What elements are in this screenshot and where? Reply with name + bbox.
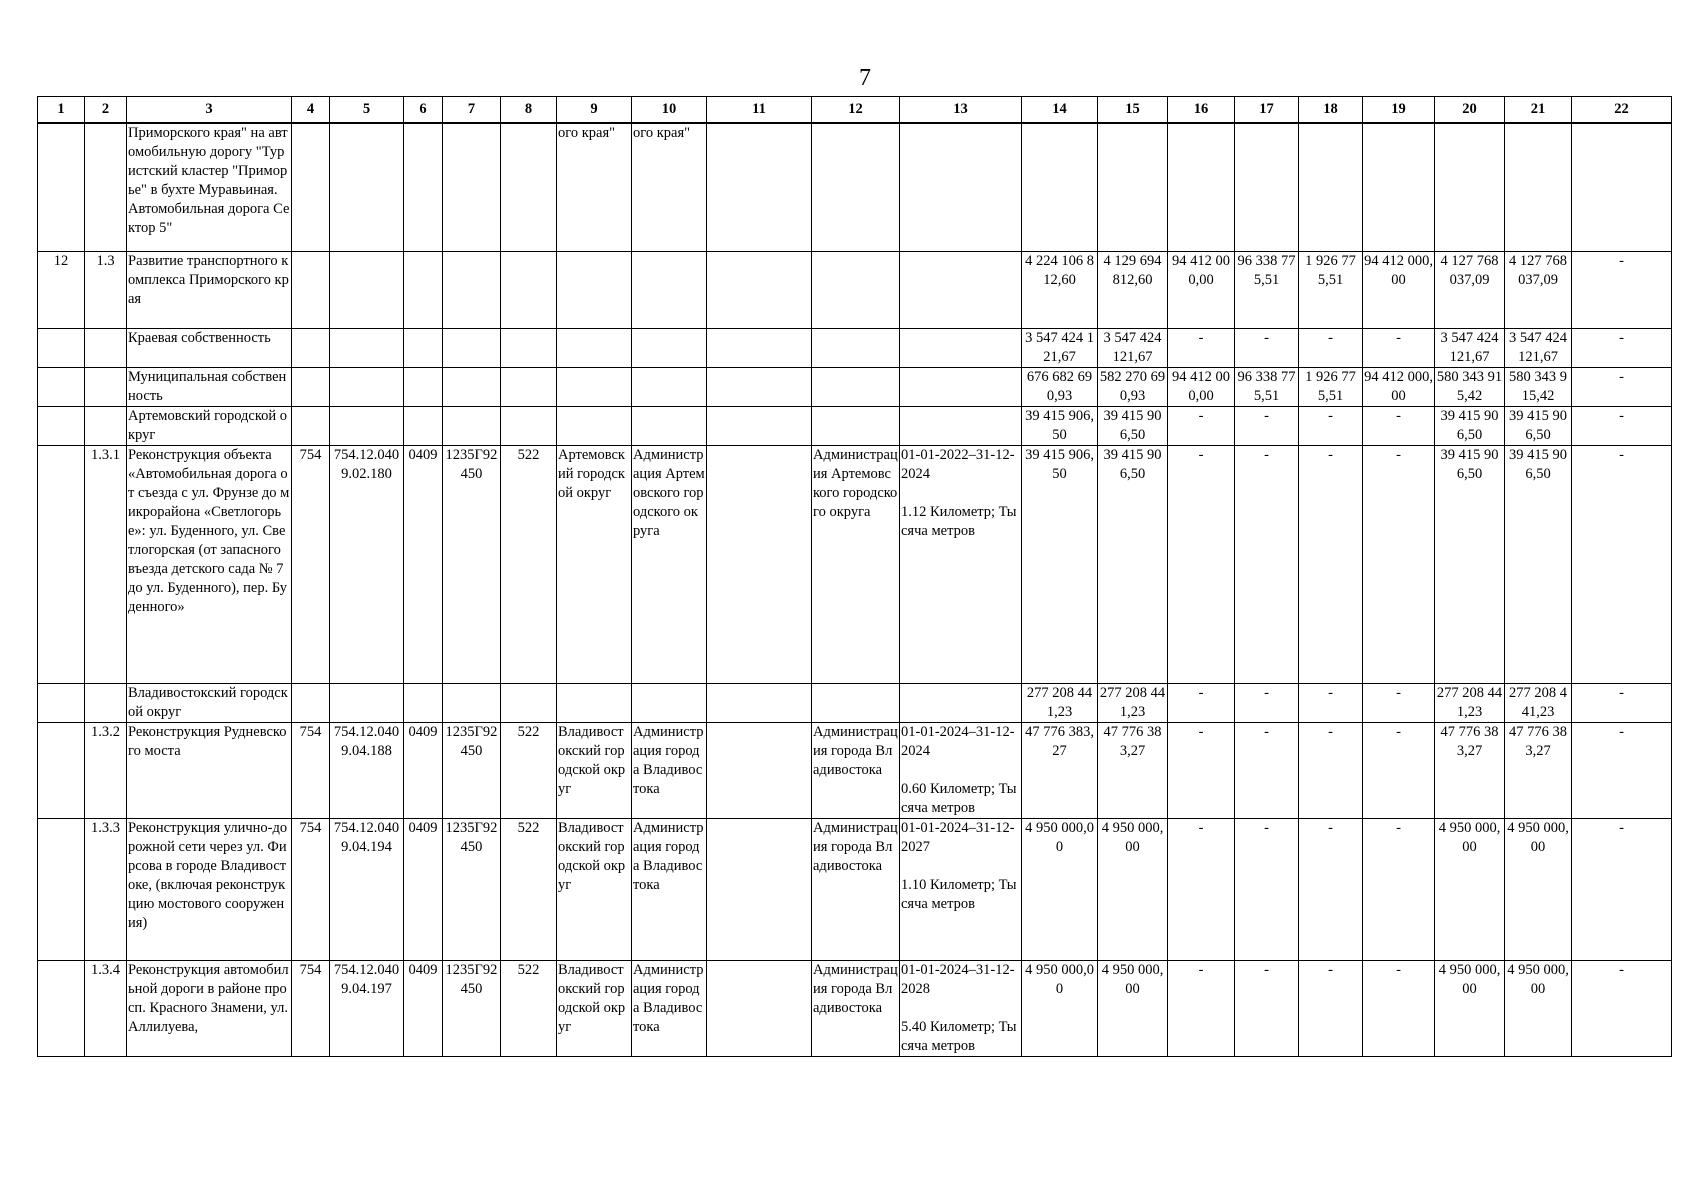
column-header-10: 10 bbox=[632, 97, 707, 124]
cell-col-10 bbox=[632, 683, 707, 722]
cell-col-5 bbox=[330, 328, 404, 367]
cell-col-22: - bbox=[1572, 960, 1672, 1056]
cell-col-18: - bbox=[1299, 683, 1363, 722]
cell-col-10 bbox=[632, 406, 707, 445]
cell-col-4: 754 bbox=[292, 445, 330, 683]
cell-col-1 bbox=[38, 722, 85, 818]
cell-col-13 bbox=[900, 123, 1022, 251]
cell-col-6 bbox=[404, 251, 443, 328]
cell-col-16: 94 412 000,00 bbox=[1168, 251, 1235, 328]
cell-col-19: - bbox=[1363, 328, 1435, 367]
column-header-9: 9 bbox=[557, 97, 632, 124]
cell-col-15: 47 776 383,27 bbox=[1098, 722, 1168, 818]
cell-col-13 bbox=[900, 445, 1022, 683]
cell-col-22: - bbox=[1572, 367, 1672, 406]
cell-col-1 bbox=[38, 960, 85, 1056]
cell-col-9 bbox=[557, 251, 632, 328]
cell-col-8 bbox=[501, 123, 557, 251]
cell-col-14: 676 682 690,93 bbox=[1022, 367, 1098, 406]
cell-col-18: - bbox=[1299, 328, 1363, 367]
cell-col-10: Администрация города Владивостока bbox=[632, 960, 707, 1056]
cell-col-5: 754.12.0409.04.188 bbox=[330, 722, 404, 818]
cell-col-11 bbox=[707, 722, 812, 818]
cell-col-19: - bbox=[1363, 722, 1435, 818]
cell-col-16: - bbox=[1168, 406, 1235, 445]
cell-col-18: 1 926 775,51 bbox=[1299, 251, 1363, 328]
cell-col-13 bbox=[900, 683, 1022, 722]
cell-col-2 bbox=[85, 328, 127, 367]
column-header-18: 18 bbox=[1299, 97, 1363, 124]
column-header-16: 16 bbox=[1168, 97, 1235, 124]
cell-col-19: 94 412 000,00 bbox=[1363, 367, 1435, 406]
cell-col-7: 1235Г92450 bbox=[443, 818, 501, 960]
cell-col-12: Администрация Артемовского городского округа bbox=[812, 445, 900, 683]
cell-col-7 bbox=[443, 367, 501, 406]
column-header-14: 14 bbox=[1022, 97, 1098, 124]
cell-col-17 bbox=[1235, 123, 1299, 251]
cell-col-18: - bbox=[1299, 818, 1363, 960]
cell-col-1 bbox=[38, 406, 85, 445]
cell-col-18: - bbox=[1299, 406, 1363, 445]
cell-col-21: 39 415 906,50 bbox=[1505, 406, 1572, 445]
cell-col-22: - bbox=[1572, 328, 1672, 367]
cell-col-7 bbox=[443, 328, 501, 367]
table-row bbox=[38, 722, 1672, 818]
indicator-text: 1.12 Километр; Тысяча метров bbox=[901, 503, 1017, 539]
cell-col-2 bbox=[85, 683, 127, 722]
spacer bbox=[901, 484, 1020, 503]
cell-col-22 bbox=[1572, 123, 1672, 251]
cell-col-20: 4 127 768 037,09 bbox=[1435, 251, 1505, 328]
cell-col-14: 4 950 000,00 bbox=[1022, 818, 1098, 960]
cell-col-9 bbox=[557, 406, 632, 445]
cell-col-4: 754 bbox=[292, 960, 330, 1056]
cell-col-3: Развитие транспортного комплекса Приморского края bbox=[127, 251, 292, 328]
cell-col-1 bbox=[38, 683, 85, 722]
cell-col-4 bbox=[292, 251, 330, 328]
cell-col-15: 4 950 000,00 bbox=[1098, 818, 1168, 960]
cell-col-14: 3 547 424 121,67 bbox=[1022, 328, 1098, 367]
cell-col-8: 522 bbox=[501, 722, 557, 818]
cell-col-16: - bbox=[1168, 960, 1235, 1056]
cell-col-4 bbox=[292, 683, 330, 722]
cell-col-16: - bbox=[1168, 722, 1235, 818]
column-header-13: 13 bbox=[900, 97, 1022, 124]
cell-col-4: 754 bbox=[292, 818, 330, 960]
period-text: 01-01-2024–31-12-2027 bbox=[901, 819, 1015, 855]
cell-col-3: Реконструкция объекта «Автомобильная дорога от съезда с ул. Фрунзе до микрорайона «Светлогорье»: ул. Буденного, ул. Светлогорская (от запасного въезда детского сада № 7 до ул. Буденного), пер. Буденного» bbox=[127, 445, 292, 683]
cell-col-16: - bbox=[1168, 328, 1235, 367]
cell-col-2 bbox=[85, 123, 127, 251]
cell-col-8 bbox=[501, 328, 557, 367]
cell-col-6 bbox=[404, 683, 443, 722]
cell-col-5 bbox=[330, 251, 404, 328]
cell-col-9: Артемовский городской округ bbox=[557, 445, 632, 683]
cell-col-13 bbox=[900, 406, 1022, 445]
cell-col-11 bbox=[707, 123, 812, 251]
cell-col-7: 1235Г92450 bbox=[443, 722, 501, 818]
cell-col-3: Муниципальная собственность bbox=[127, 367, 292, 406]
cell-col-10: ого края" bbox=[632, 123, 707, 251]
cell-col-18: 1 926 775,51 bbox=[1299, 367, 1363, 406]
table-row bbox=[38, 123, 1672, 251]
cell-col-2: 1.3.1 bbox=[85, 445, 127, 683]
cell-col-11 bbox=[707, 251, 812, 328]
cell-col-14: 39 415 906,50 bbox=[1022, 406, 1098, 445]
cell-col-7: 1235Г92450 bbox=[443, 445, 501, 683]
cell-col-11 bbox=[707, 960, 812, 1056]
cell-col-3: Приморского края" на автомобильную дорогу "Туристский кластер "Приморье" в бухте Муравьиная. Автомобильная дорога Сектор 5" bbox=[127, 123, 292, 251]
cell-col-22: - bbox=[1572, 251, 1672, 328]
cell-col-10 bbox=[632, 367, 707, 406]
period-text: 01-01-2022–31-12-2024 bbox=[901, 446, 1015, 482]
cell-col-2 bbox=[85, 406, 127, 445]
cell-col-8 bbox=[501, 367, 557, 406]
indicator-text: 1.10 Километр; Тысяча метров bbox=[901, 876, 1017, 912]
cell-col-5 bbox=[330, 123, 404, 251]
cell-col-22: - bbox=[1572, 406, 1672, 445]
column-header-11: 11 bbox=[707, 97, 812, 124]
cell-col-1 bbox=[38, 328, 85, 367]
cell-col-20: 3 547 424 121,67 bbox=[1435, 328, 1505, 367]
cell-col-13 bbox=[900, 818, 1022, 960]
table-row bbox=[38, 960, 1672, 1056]
cell-col-21: 4 950 000,00 bbox=[1505, 818, 1572, 960]
cell-col-14: 4 224 106 812,60 bbox=[1022, 251, 1098, 328]
cell-col-11 bbox=[707, 328, 812, 367]
cell-col-4 bbox=[292, 367, 330, 406]
cell-col-3: Владивостокский городской округ bbox=[127, 683, 292, 722]
cell-col-9: Владивостокский городской округ bbox=[557, 818, 632, 960]
cell-col-21: 580 343 915,42 bbox=[1505, 367, 1572, 406]
cell-col-7 bbox=[443, 123, 501, 251]
column-header-20: 20 bbox=[1435, 97, 1505, 124]
cell-col-17: 96 338 775,51 bbox=[1235, 251, 1299, 328]
cell-col-17: 96 338 775,51 bbox=[1235, 367, 1299, 406]
cell-col-12: Администрация города Владивостока bbox=[812, 818, 900, 960]
period-text: 01-01-2024–31-12-2024 bbox=[901, 723, 1015, 759]
cell-col-14: 4 950 000,00 bbox=[1022, 960, 1098, 1056]
cell-col-8 bbox=[501, 406, 557, 445]
cell-col-22: - bbox=[1572, 818, 1672, 960]
cell-col-16: - bbox=[1168, 445, 1235, 683]
cell-col-22: - bbox=[1572, 722, 1672, 818]
table-row bbox=[38, 328, 1672, 367]
cell-col-15 bbox=[1098, 123, 1168, 251]
cell-col-15: 4 950 000,00 bbox=[1098, 960, 1168, 1056]
cell-col-1 bbox=[38, 123, 85, 251]
cell-col-14 bbox=[1022, 123, 1098, 251]
cell-col-6: 0409 bbox=[404, 960, 443, 1056]
cell-col-13 bbox=[900, 251, 1022, 328]
column-header-17: 17 bbox=[1235, 97, 1299, 124]
column-header-7: 7 bbox=[443, 97, 501, 124]
cell-col-9: ого края" bbox=[557, 123, 632, 251]
cell-col-15: 4 129 694 812,60 bbox=[1098, 251, 1168, 328]
cell-col-13 bbox=[900, 367, 1022, 406]
cell-col-17: - bbox=[1235, 683, 1299, 722]
cell-col-7 bbox=[443, 683, 501, 722]
cell-col-19: 94 412 000,00 bbox=[1363, 251, 1435, 328]
cell-col-7 bbox=[443, 251, 501, 328]
cell-col-7 bbox=[443, 406, 501, 445]
column-header-6: 6 bbox=[404, 97, 443, 124]
cell-col-10 bbox=[632, 328, 707, 367]
cell-col-21: 4 950 000,00 bbox=[1505, 960, 1572, 1056]
column-header-2: 2 bbox=[85, 97, 127, 124]
indicator-text: 5.40 Километр; Тысяча метров bbox=[901, 1018, 1017, 1054]
cell-col-16: - bbox=[1168, 683, 1235, 722]
cell-col-12 bbox=[812, 123, 900, 251]
cell-col-18 bbox=[1299, 123, 1363, 251]
cell-col-21: 39 415 906,50 bbox=[1505, 445, 1572, 683]
column-header-3: 3 bbox=[127, 97, 292, 124]
cell-col-4 bbox=[292, 328, 330, 367]
cell-col-17: - bbox=[1235, 406, 1299, 445]
cell-col-6 bbox=[404, 123, 443, 251]
cell-col-20: 4 950 000,00 bbox=[1435, 960, 1505, 1056]
cell-col-17: - bbox=[1235, 722, 1299, 818]
cell-col-21: 47 776 383,27 bbox=[1505, 722, 1572, 818]
cell-col-3: Артемовский городской округ bbox=[127, 406, 292, 445]
cell-col-5 bbox=[330, 367, 404, 406]
cell-col-6 bbox=[404, 406, 443, 445]
cell-col-9 bbox=[557, 328, 632, 367]
header-row bbox=[38, 97, 1672, 124]
cell-col-5 bbox=[330, 683, 404, 722]
cell-col-5 bbox=[330, 406, 404, 445]
indicator-text: 0.60 Километр; Тысяча метров bbox=[901, 780, 1017, 816]
cell-col-6: 0409 bbox=[404, 818, 443, 960]
cell-col-20 bbox=[1435, 123, 1505, 251]
program-table bbox=[37, 96, 1672, 1057]
cell-col-15: 3 547 424 121,67 bbox=[1098, 328, 1168, 367]
cell-col-11 bbox=[707, 683, 812, 722]
cell-col-11 bbox=[707, 406, 812, 445]
cell-col-20: 277 208 441,23 bbox=[1435, 683, 1505, 722]
cell-col-21 bbox=[1505, 123, 1572, 251]
cell-col-2: 1.3 bbox=[85, 251, 127, 328]
cell-col-14: 47 776 383,27 bbox=[1022, 722, 1098, 818]
spacer bbox=[901, 999, 1020, 1018]
cell-col-22: - bbox=[1572, 683, 1672, 722]
cell-col-19: - bbox=[1363, 406, 1435, 445]
cell-col-15: 277 208 441,23 bbox=[1098, 683, 1168, 722]
cell-col-6: 0409 bbox=[404, 445, 443, 683]
cell-col-18: - bbox=[1299, 960, 1363, 1056]
cell-col-8 bbox=[501, 683, 557, 722]
cell-col-15: 39 415 906,50 bbox=[1098, 406, 1168, 445]
cell-col-8 bbox=[501, 251, 557, 328]
spacer bbox=[901, 857, 1020, 876]
cell-col-10: Администрация Артемовского городского округа bbox=[632, 445, 707, 683]
cell-col-1 bbox=[38, 367, 85, 406]
cell-col-19: - bbox=[1363, 818, 1435, 960]
cell-col-3: Краевая собственность bbox=[127, 328, 292, 367]
table-row bbox=[38, 445, 1672, 683]
cell-col-20: 4 950 000,00 bbox=[1435, 818, 1505, 960]
cell-col-3: Реконструкция автомобильной дороги в районе просп. Красного Знамени, ул.Аллилуева, bbox=[127, 960, 292, 1056]
cell-col-16 bbox=[1168, 123, 1235, 251]
cell-col-4 bbox=[292, 123, 330, 251]
cell-col-13 bbox=[900, 328, 1022, 367]
cell-col-5: 754.12.0409.04.194 bbox=[330, 818, 404, 960]
cell-col-2 bbox=[85, 367, 127, 406]
cell-col-16: 94 412 000,00 bbox=[1168, 367, 1235, 406]
cell-col-18: - bbox=[1299, 722, 1363, 818]
cell-col-11 bbox=[707, 445, 812, 683]
cell-col-12 bbox=[812, 683, 900, 722]
cell-col-19: - bbox=[1363, 960, 1435, 1056]
cell-col-22: - bbox=[1572, 445, 1672, 683]
column-header-21: 21 bbox=[1505, 97, 1572, 124]
spacer bbox=[901, 761, 1020, 780]
cell-col-8: 522 bbox=[501, 960, 557, 1056]
cell-col-2: 1.3.4 bbox=[85, 960, 127, 1056]
cell-col-20: 580 343 915,42 bbox=[1435, 367, 1505, 406]
cell-col-21: 3 547 424 121,67 bbox=[1505, 328, 1572, 367]
cell-col-6: 0409 bbox=[404, 722, 443, 818]
cell-col-17: - bbox=[1235, 818, 1299, 960]
cell-col-1 bbox=[38, 818, 85, 960]
cell-col-14: 277 208 441,23 bbox=[1022, 683, 1098, 722]
cell-col-13 bbox=[900, 960, 1022, 1056]
cell-col-10 bbox=[632, 251, 707, 328]
cell-col-8: 522 bbox=[501, 818, 557, 960]
cell-col-12: Администрация города Владивостока bbox=[812, 722, 900, 818]
cell-col-3: Реконструкция Рудневского моста bbox=[127, 722, 292, 818]
cell-col-9: Владивостокский городской округ bbox=[557, 722, 632, 818]
cell-col-10: Администрация города Владивостока bbox=[632, 818, 707, 960]
cell-col-12 bbox=[812, 406, 900, 445]
cell-col-19: - bbox=[1363, 683, 1435, 722]
table-row bbox=[38, 367, 1672, 406]
cell-col-21: 4 127 768 037,09 bbox=[1505, 251, 1572, 328]
cell-col-4: 754 bbox=[292, 722, 330, 818]
cell-col-12 bbox=[812, 367, 900, 406]
cell-col-10: Администрация города Владивостока bbox=[632, 722, 707, 818]
cell-col-5: 754.12.0409.04.197 bbox=[330, 960, 404, 1056]
column-header-12: 12 bbox=[812, 97, 900, 124]
table-row bbox=[38, 683, 1672, 722]
cell-col-12 bbox=[812, 251, 900, 328]
cell-col-19 bbox=[1363, 123, 1435, 251]
cell-col-8: 522 bbox=[501, 445, 557, 683]
cell-col-1: 12 bbox=[38, 251, 85, 328]
cell-col-12 bbox=[812, 328, 900, 367]
cell-col-1 bbox=[38, 445, 85, 683]
cell-col-9 bbox=[557, 367, 632, 406]
cell-col-5: 754.12.0409.02.180 bbox=[330, 445, 404, 683]
cell-col-18: - bbox=[1299, 445, 1363, 683]
column-header-19: 19 bbox=[1363, 97, 1435, 124]
column-header-4: 4 bbox=[292, 97, 330, 124]
cell-col-2: 1.3.2 bbox=[85, 722, 127, 818]
page-number: 7 bbox=[859, 65, 871, 91]
cell-col-20: 39 415 906,50 bbox=[1435, 406, 1505, 445]
cell-col-20: 47 776 383,27 bbox=[1435, 722, 1505, 818]
cell-col-9 bbox=[557, 683, 632, 722]
table-row bbox=[38, 406, 1672, 445]
cell-col-7: 1235Г92450 bbox=[443, 960, 501, 1056]
cell-col-15: 39 415 906,50 bbox=[1098, 445, 1168, 683]
cell-col-13 bbox=[900, 722, 1022, 818]
cell-col-11 bbox=[707, 818, 812, 960]
cell-col-6 bbox=[404, 367, 443, 406]
cell-col-12: Администрация города Владивостока bbox=[812, 960, 900, 1056]
column-header-5: 5 bbox=[330, 97, 404, 124]
cell-col-20: 39 415 906,50 bbox=[1435, 445, 1505, 683]
cell-col-2: 1.3.3 bbox=[85, 818, 127, 960]
column-header-1: 1 bbox=[38, 97, 85, 124]
cell-col-14: 39 415 906,50 bbox=[1022, 445, 1098, 683]
cell-col-9: Владивостокский городской округ bbox=[557, 960, 632, 1056]
cell-col-3: Реконструкция улично-дорожной сети через ул. Фирсова в городе Владивостоке, (включая реконструкцию мостового сооружения) bbox=[127, 818, 292, 960]
table-row bbox=[38, 251, 1672, 328]
cell-col-17: - bbox=[1235, 960, 1299, 1056]
table-row bbox=[38, 818, 1672, 960]
cell-col-6 bbox=[404, 328, 443, 367]
cell-col-15: 582 270 690,93 bbox=[1098, 367, 1168, 406]
column-header-22: 22 bbox=[1572, 97, 1672, 124]
cell-col-19: - bbox=[1363, 445, 1435, 683]
column-header-8: 8 bbox=[501, 97, 557, 124]
column-header-15: 15 bbox=[1098, 97, 1168, 124]
cell-col-21: 277 208 441,23 bbox=[1505, 683, 1572, 722]
cell-col-16: - bbox=[1168, 818, 1235, 960]
cell-col-17: - bbox=[1235, 328, 1299, 367]
table-body bbox=[38, 123, 1672, 1056]
cell-col-11 bbox=[707, 367, 812, 406]
cell-col-4 bbox=[292, 406, 330, 445]
period-text: 01-01-2024–31-12-2028 bbox=[901, 961, 1015, 997]
cell-col-17: - bbox=[1235, 445, 1299, 683]
